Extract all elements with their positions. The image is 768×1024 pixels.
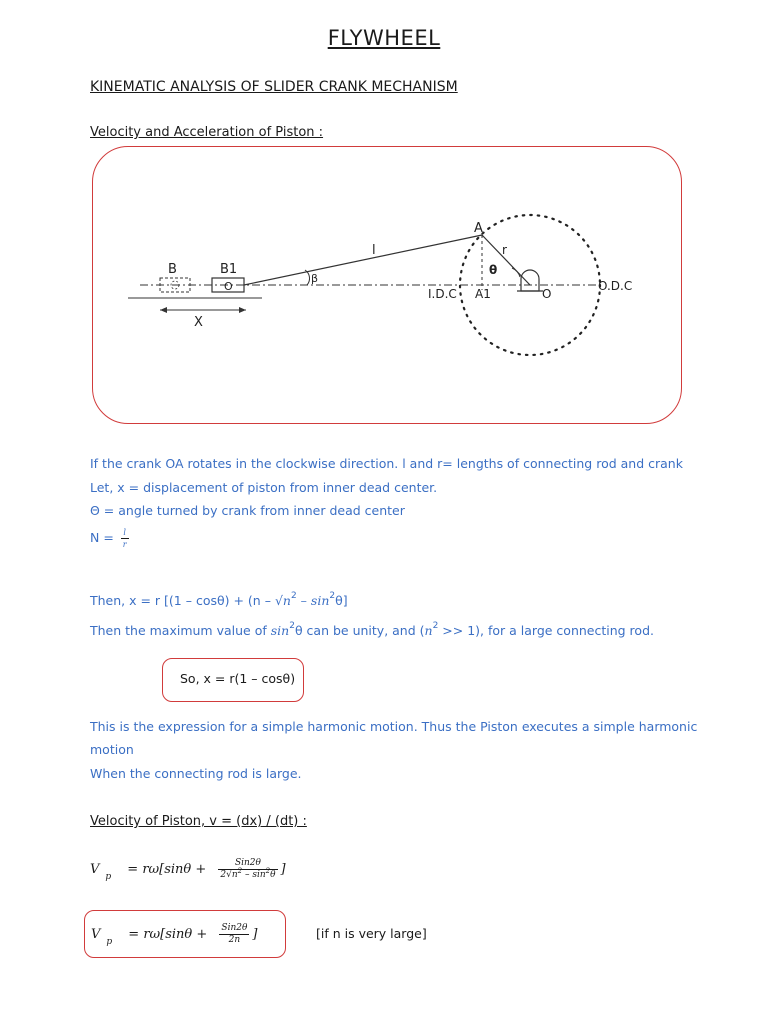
crank-support [521,270,539,291]
paragraph-shm-3: When the connecting rod is large. [90,766,302,781]
paragraph-shm-1: This is the expression for a simple harmonic motion. Thus the Piston executes a simple harmonic [90,719,698,734]
result-box [162,658,304,702]
label-theta: θ [489,263,498,277]
label-O: O [542,287,552,301]
equation-displacement: Then, x = r [$(1 - \cos\theta) + (n - √n^2 - \sin^2\theta]$ [90,591,348,608]
label-beta: β [311,272,319,285]
paragraph-max-value: Then the maximum value of $\sin^2\theta$ can be unity, and $(n^2 >> 1)$, for a large connecting rod. [90,621,654,638]
page-title: FLYWHEEL [327,26,441,50]
label-B: B [168,262,177,277]
slider-crank-diagram [0,0,768,440]
velocity-heading: Velocity of Piston, v = (dx) / (dt) : [90,814,307,829]
block-letter: O [224,280,233,293]
label-odc: O.D.C [598,279,633,293]
note-large-n: [if n is very large] [316,926,427,941]
paragraph-displacement: Let, x = displacement of piston from inner dead center. [90,480,438,495]
paragraph-angle: Θ = angle turned by crank from inner dead center [90,503,405,518]
velocity-result-box [84,910,286,958]
label-A: A [474,221,483,236]
label-A1: A1 [475,287,491,301]
paragraph-shm-2: motion [90,742,134,757]
paragraph-crank: If the crank OA rotates in the clockwise direction. l and r= lengths of connecting rod and crank [90,456,683,471]
label-idc: I.D.C [428,287,457,301]
label-r: r [502,243,507,257]
subsection-heading: Velocity and Acceleration of Piston : [90,125,324,140]
equation-velocity-exact: V $_p$ = rω[sinθ + $\frac{\text{Sin2θ}}{2√n^2 - \sin^2\theta}$ ] [90,858,286,882]
connecting-rod [244,235,482,285]
section-heading: KINEMATIC ANALYSIS OF SLIDER CRANK MECHANISM [90,79,458,95]
label-B1: B1 [220,262,238,277]
result-text: So, x = r(1 – cosθ) [180,671,296,686]
equation-velocity-approx: V $_p$ = rω[sinθ + $\frac{\text{Sin2θ}}{2n}$ ] [91,923,258,947]
paragraph-ratio: N = $\frac{l}{r}$ [90,528,127,549]
label-l: l [372,243,376,258]
label-X: X [194,315,203,330]
